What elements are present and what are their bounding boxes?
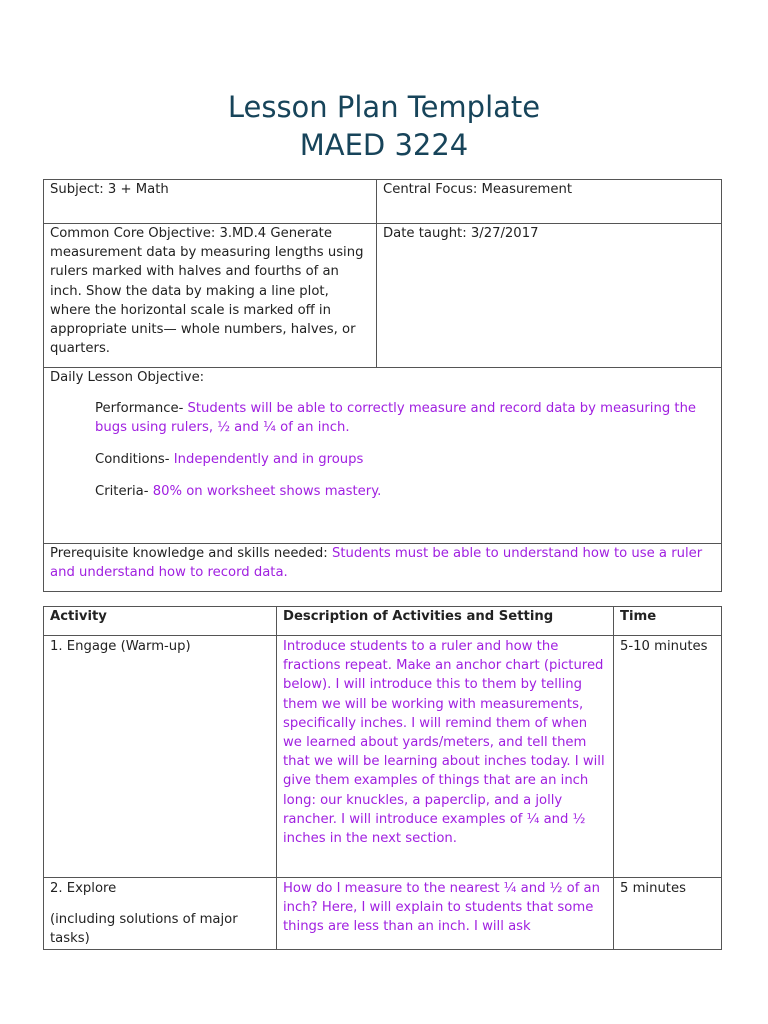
daily-objective-label: Daily Lesson Objective: <box>50 370 205 385</box>
subject-text: Subject: 3 + Math <box>50 182 169 197</box>
header-description: Description of Activities and Setting <box>277 607 614 636</box>
activity-cell: 1. Engage (Warm-up) <box>44 636 277 878</box>
header-activity: Activity <box>44 607 277 636</box>
objective-row <box>44 224 722 368</box>
daily-objective-cell <box>44 368 722 544</box>
common-core-cell: Common Core Objective: 3.MD.4 Generate measurement data by measuring lengths using rulers marked with halves and fourths of an inch. Show the data by making a line plot, where the horizontal scale is marked off in appropriate units— whole numbers, halves, or quarters. <box>44 224 377 368</box>
criteria-label: Criteria- <box>95 483 149 499</box>
description-cell: How do I measure to the nearest ¼ and ½ of an inch? Here, I will explain to students that some things are less than an inch. I will ask <box>277 878 614 950</box>
prerequisite-cell <box>44 544 722 592</box>
lesson-info-table <box>43 179 722 592</box>
prerequisite-label: Prerequisite knowledge and skills needed: <box>50 546 328 561</box>
conditions-label: Conditions- <box>95 451 170 467</box>
conditions-line <box>50 450 715 469</box>
prerequisite-text: Students must be able to understand how to use a ruler and understand how to record data. <box>50 546 703 581</box>
header-time: Time <box>614 607 722 636</box>
criteria-text: 80% on worksheet shows mastery. <box>148 483 382 499</box>
performance-label: Performance- <box>95 401 184 417</box>
criteria-line <box>50 482 715 501</box>
activity-subtext: (including solutions of major tasks) <box>50 912 238 947</box>
table-row <box>44 878 722 950</box>
subject-cell <box>44 180 377 224</box>
activity-table <box>43 606 722 950</box>
daily-objective-row <box>44 368 722 544</box>
performance-line <box>50 399 715 437</box>
description-cell: Introduce students to a ruler and how the fractions repeat. Make an anchor chart (pictured below). I will introduce this to them by telling them we will be working with measurements, specifically inches. I will remind them of when we learned about yards/meters, and tell them that we will be learning about inches today. I will give them examples of things that are an inch long: our knuckles, a paperclip, and a jolly rancher. I will introduce examples of ¼ and ½ inches in the next section. <box>277 636 614 878</box>
time-cell: 5 minutes <box>614 878 722 950</box>
activity-cell <box>44 878 277 950</box>
performance-text: Students will be able to correctly measure and record data by measuring the bugs using rulers, ½ and ¼ of an inch. <box>95 401 697 436</box>
title-line-1: Lesson Plan Template <box>227 90 541 124</box>
document-title <box>0 88 768 164</box>
subject-row <box>44 180 722 224</box>
table-row <box>44 636 722 878</box>
activity-header-row <box>44 607 722 636</box>
date-taught-cell: Date taught: 3/27/2017 <box>377 224 722 368</box>
conditions-text: Independently and in groups <box>169 451 364 467</box>
prerequisite-row <box>44 544 722 592</box>
central-focus-text: Central Focus: Measurement <box>383 182 573 197</box>
central-focus-cell <box>377 180 722 224</box>
title-line-2: MAED 3224 <box>299 128 469 162</box>
activity-name: 2. Explore <box>50 881 117 896</box>
time-cell: 5-10 minutes <box>614 636 722 878</box>
